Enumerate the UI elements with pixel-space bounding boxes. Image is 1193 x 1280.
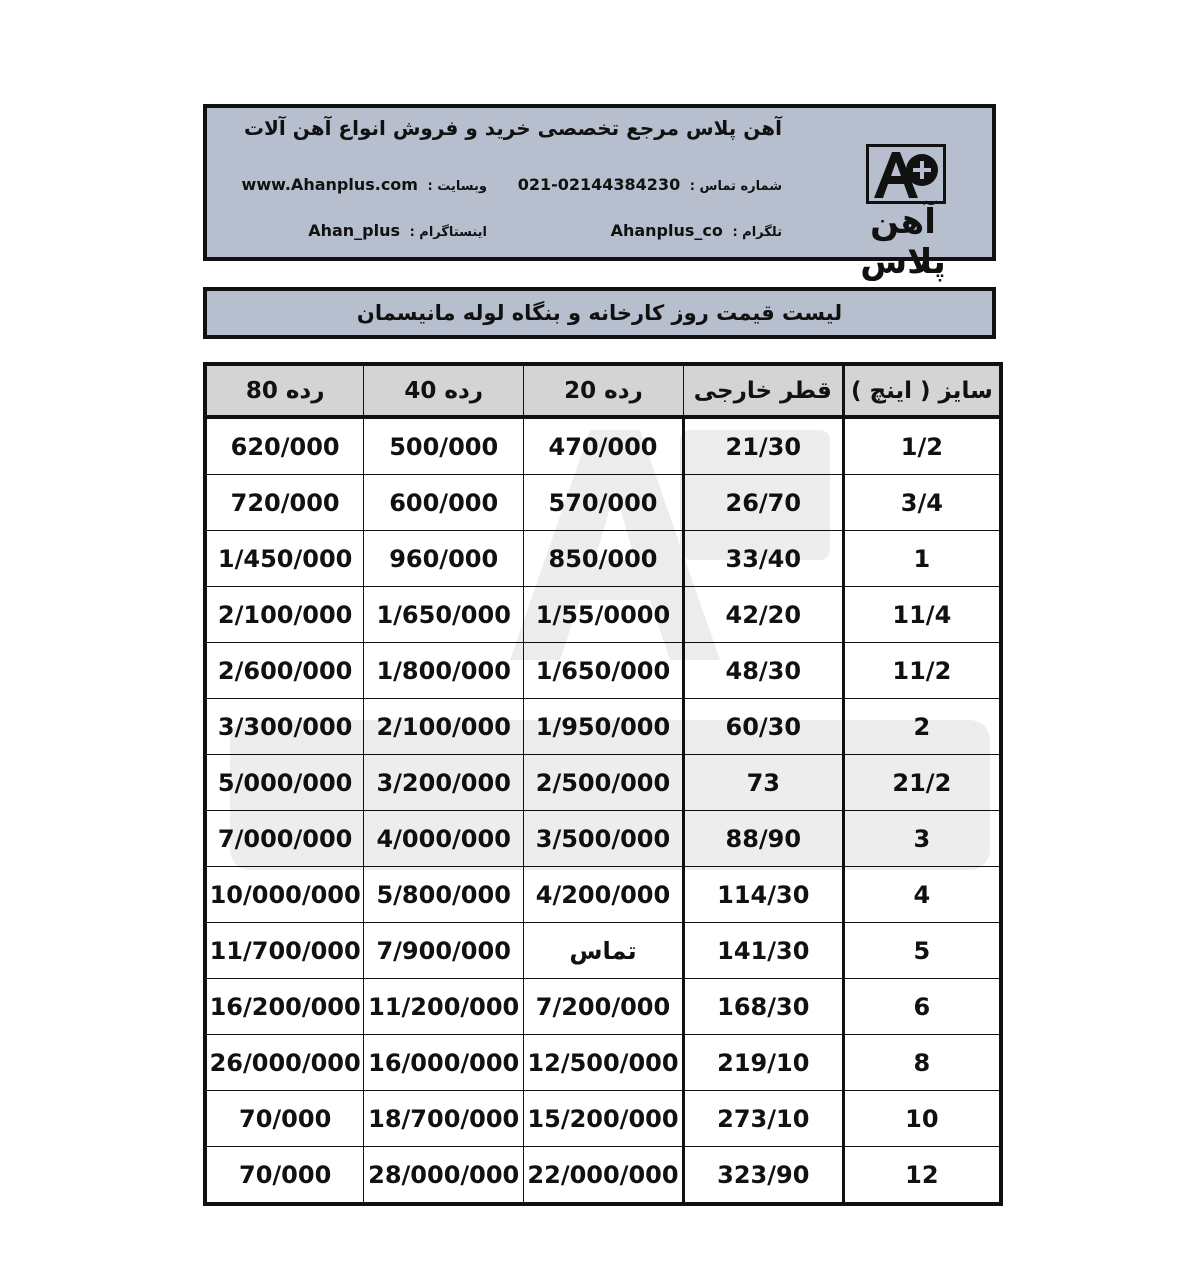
schedule-80-cell: 16/200/000 — [205, 979, 364, 1035]
size-cell: 4 — [843, 867, 1001, 923]
header-schedule-20: رده 20 — [524, 364, 684, 417]
schedule-40-cell: 960/000 — [364, 531, 524, 587]
schedule-20-cell: 4/200/000 — [524, 867, 684, 923]
table-row — [205, 699, 1001, 755]
schedule-40-cell: 7/900/000 — [364, 923, 524, 979]
outer-diameter-cell: 88/90 — [683, 811, 843, 867]
size-cell: 8 — [843, 1035, 1001, 1091]
phone-label: شماره تماس : — [689, 179, 782, 194]
table-row — [205, 979, 1001, 1035]
schedule-40-cell: 1/650/000 — [364, 587, 524, 643]
size-cell: 11/4 — [843, 587, 1001, 643]
schedule-80-cell: 2/100/000 — [205, 587, 364, 643]
price-list-title: لیست قیمت روز کارخانه و بنگاه لوله مانیسمان — [356, 301, 843, 325]
schedule-20-cell: تماس — [524, 923, 684, 979]
size-cell: 3 — [843, 811, 1001, 867]
schedule-80-cell: 7/000/000 — [205, 811, 364, 867]
schedule-80-cell: 26/000/000 — [205, 1035, 364, 1091]
size-cell: 10 — [843, 1091, 1001, 1147]
schedule-80-cell: 620/000 — [205, 417, 364, 475]
table-header-row — [205, 364, 1001, 417]
outer-diameter-cell: 60/30 — [683, 699, 843, 755]
instagram-handle[interactable]: Ahan_plus — [308, 221, 400, 240]
schedule-20-cell: 850/000 — [524, 531, 684, 587]
price-list-title-bar — [203, 287, 996, 339]
schedule-80-cell: 720/000 — [205, 475, 364, 531]
table-row — [205, 1035, 1001, 1091]
outer-diameter-cell: 114/30 — [683, 867, 843, 923]
phone-info — [518, 175, 782, 194]
schedule-40-cell: 500/000 — [364, 417, 524, 475]
outer-diameter-cell: 323/90 — [683, 1147, 843, 1205]
header-banner — [203, 104, 996, 282]
size-cell: 11/2 — [843, 643, 1001, 699]
header-size-inch: سایز ( اینچ ) — [843, 364, 1001, 417]
schedule-20-cell: 7/200/000 — [524, 979, 684, 1035]
schedule-20-cell: 1/950/000 — [524, 699, 684, 755]
company-tagline: آهن پلاس مرجع تخصصی خرید و فروش انواع آهن آلات — [243, 116, 782, 140]
logo-text: آهن پلاس — [860, 202, 946, 282]
outer-diameter-cell: 273/10 — [683, 1091, 843, 1147]
schedule-80-cell: 5/000/000 — [205, 755, 364, 811]
schedule-20-cell: 3/500/000 — [524, 811, 684, 867]
schedule-80-cell: 70/000 — [205, 1147, 364, 1205]
schedule-40-cell: 600/000 — [364, 475, 524, 531]
table-row — [205, 587, 1001, 643]
outer-diameter-cell: 168/30 — [683, 979, 843, 1035]
outer-diameter-cell: 21/30 — [683, 417, 843, 475]
table-row — [205, 755, 1001, 811]
schedule-40-cell: 18/700/000 — [364, 1091, 524, 1147]
telegram-info — [611, 221, 782, 240]
outer-diameter-cell: 42/20 — [683, 587, 843, 643]
schedule-40-cell: 16/000/000 — [364, 1035, 524, 1091]
header-schedule-80: رده 80 — [205, 364, 364, 417]
schedule-40-cell: 4/000/000 — [364, 811, 524, 867]
size-cell: 3/4 — [843, 475, 1001, 531]
schedule-20-cell: 470/000 — [524, 417, 684, 475]
size-cell: 1 — [843, 531, 1001, 587]
website-link[interactable]: www.Ahanplus.com — [241, 175, 418, 194]
schedule-20-cell: 2/500/000 — [524, 755, 684, 811]
schedule-20-cell: 1/55/0000 — [524, 587, 684, 643]
schedule-20-cell: 570/000 — [524, 475, 684, 531]
outer-diameter-cell: 141/30 — [683, 923, 843, 979]
table-row — [205, 1147, 1001, 1205]
table-row — [205, 531, 1001, 587]
schedule-80-cell: 1/450/000 — [205, 531, 364, 587]
table-body — [205, 417, 1001, 1204]
size-cell: 12 — [843, 1147, 1001, 1205]
schedule-40-cell: 1/800/000 — [364, 643, 524, 699]
outer-diameter-cell: 48/30 — [683, 643, 843, 699]
table-row — [205, 867, 1001, 923]
schedule-80-cell: 11/700/000 — [205, 923, 364, 979]
schedule-40-cell: 28/000/000 — [364, 1147, 524, 1205]
schedule-40-cell: 3/200/000 — [364, 755, 524, 811]
schedule-80-cell: 2/600/000 — [205, 643, 364, 699]
outer-diameter-cell: 73 — [683, 755, 843, 811]
schedule-40-cell: 5/800/000 — [364, 867, 524, 923]
header-schedule-40: رده 40 — [364, 364, 524, 417]
size-cell: 21/2 — [843, 755, 1001, 811]
outer-diameter-cell: 219/10 — [683, 1035, 843, 1091]
outer-diameter-cell: 33/40 — [683, 531, 843, 587]
schedule-40-cell: 11/200/000 — [364, 979, 524, 1035]
outer-diameter-cell: 26/70 — [683, 475, 843, 531]
size-cell: 1/2 — [843, 417, 1001, 475]
header-outer-diameter: قطر خارجی — [683, 364, 843, 417]
schedule-80-cell: 3/300/000 — [205, 699, 364, 755]
telegram-label: تلگرام : — [732, 225, 782, 240]
website-info — [242, 175, 487, 194]
price-table — [203, 362, 1003, 1206]
schedule-80-cell: 10/000/000 — [205, 867, 364, 923]
schedule-20-cell: 1/650/000 — [524, 643, 684, 699]
schedule-20-cell: 12/500/000 — [524, 1035, 684, 1091]
size-cell: 2 — [843, 699, 1001, 755]
table-row — [205, 811, 1001, 867]
size-cell: 5 — [843, 923, 1001, 979]
phone-number[interactable]: 021-02144384230 — [517, 175, 681, 194]
instagram-info — [308, 221, 487, 240]
website-label: وبسایت : — [427, 179, 487, 194]
table-row — [205, 475, 1001, 531]
table-row — [205, 643, 1001, 699]
ap-logo-icon — [866, 144, 946, 204]
table-row — [205, 417, 1001, 475]
table-row — [205, 1091, 1001, 1147]
schedule-20-cell: 22/000/000 — [524, 1147, 684, 1205]
schedule-20-cell: 15/200/000 — [524, 1091, 684, 1147]
size-cell: 6 — [843, 979, 1001, 1035]
schedule-80-cell: 70/000 — [205, 1091, 364, 1147]
schedule-40-cell: 2/100/000 — [364, 699, 524, 755]
company-logo — [828, 144, 978, 282]
table-row — [205, 923, 1001, 979]
instagram-label: اینستاگرام : — [409, 225, 487, 240]
telegram-handle[interactable]: Ahanplus_co — [610, 221, 723, 240]
